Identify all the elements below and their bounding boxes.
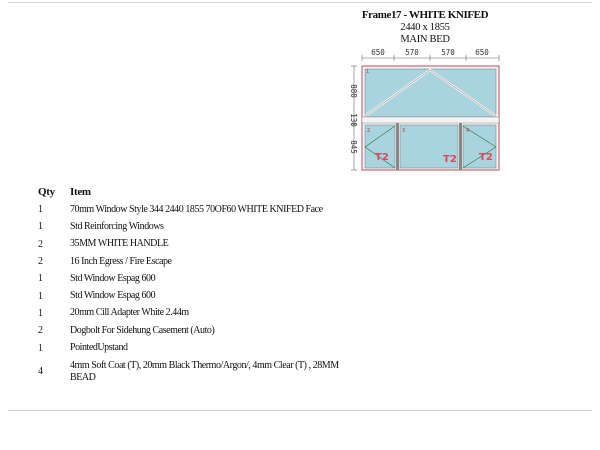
qty-cell: 2 <box>38 256 43 268</box>
table-row <box>38 357 390 387</box>
qty-header: Qty <box>38 186 55 198</box>
items-table <box>38 183 390 387</box>
qty-cell: 1 <box>38 342 43 354</box>
item-header: Item <box>70 186 91 198</box>
top-fixed-pane <box>365 69 496 117</box>
item-cell <box>70 357 390 387</box>
item-text-line-1: 4mm Soft Coat (T), 20mm Black Thermo/Argon/, 4mm Clear (T) , 28MM <box>70 359 339 371</box>
item-cell: 20mm Cill Adapter White 2.44m <box>70 307 189 319</box>
frame-title: Frame17 - WHITE KNIFED <box>361 9 489 21</box>
qty-cell: 1 <box>38 290 43 302</box>
item-cell: Dogbolt For Sidehung Casement (Auto) <box>70 324 215 336</box>
table-row <box>38 236 390 253</box>
t2-label-left: T2 <box>375 152 389 163</box>
item-text-line-2: BEAD <box>70 371 96 383</box>
qty-cell: 4 <box>38 366 43 378</box>
left-dim-2: 130 <box>349 113 358 127</box>
left-dim-3: 845 <box>349 140 358 154</box>
item-cell: Std Window Espag 600 <box>70 272 156 284</box>
sash-number-4: 4 <box>466 128 470 134</box>
qty-cell: 1 <box>38 221 43 233</box>
top-dim-4: 650 <box>475 48 489 57</box>
item-cell: PointedUpstand <box>70 342 128 354</box>
table-row <box>38 322 390 339</box>
top-dim-2: 570 <box>405 48 419 57</box>
qty-cell: 1 <box>38 307 43 319</box>
left-dim-1: 880 <box>349 84 358 98</box>
frame-header <box>350 8 500 46</box>
table-row <box>38 287 390 304</box>
item-cell: 35MM WHITE HANDLE <box>70 238 169 250</box>
item-cell: 70mm Window Style 344 2440 1855 70OF60 WHITE KNIFED Face <box>70 203 323 215</box>
item-cell: Std Reinforcing Windows <box>70 220 164 232</box>
table-row <box>38 218 390 235</box>
t2-label-right: T2 <box>479 152 493 163</box>
table-row <box>38 339 390 356</box>
top-dim-1: 650 <box>371 48 385 57</box>
t2-label-center: T2 <box>443 154 457 165</box>
table-row <box>38 305 390 322</box>
item-cell: Std Window Espag 600 <box>70 290 156 302</box>
frame-room: MAIN BED <box>400 34 450 45</box>
item-cell: 16 Inch Egress / Fire Escape <box>70 255 172 267</box>
window-drawing <box>342 46 502 176</box>
table-row <box>38 253 390 270</box>
sash-number-1: 1 <box>366 69 370 75</box>
qty-cell: 2 <box>38 238 43 250</box>
table-header-row <box>38 183 390 201</box>
table-row <box>38 270 390 287</box>
top-divider <box>8 2 592 3</box>
table-row <box>38 201 390 218</box>
top-dim-3: 570 <box>441 48 455 57</box>
qty-cell: 1 <box>38 204 43 216</box>
qty-cell: 1 <box>38 273 43 285</box>
transom-bar <box>362 117 499 123</box>
qty-cell: 2 <box>38 325 43 337</box>
bottom-divider <box>8 410 592 411</box>
sash-number-2: 2 <box>367 128 371 134</box>
sash-number-3: 3 <box>402 128 406 134</box>
frame-size: 2440 x 1855 <box>400 22 450 33</box>
